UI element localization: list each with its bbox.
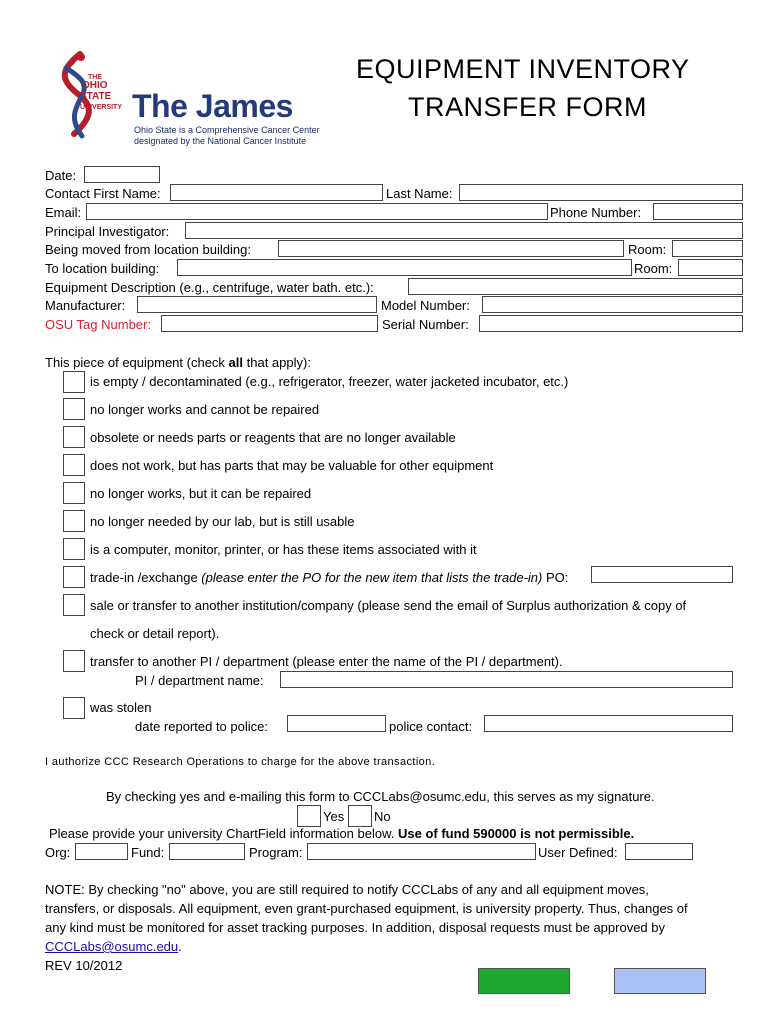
checklist-item-sale-line-1: sale or transfer to another institution/company (please send the email of Surplus authorization & copy of (90, 598, 687, 613)
checkbox-transfer-pi[interactable] (63, 650, 85, 672)
checkbox-cannot-be-repaired[interactable] (63, 398, 85, 420)
date-label: Date: (45, 168, 77, 183)
model-number-field[interactable] (482, 296, 743, 313)
checklist-item-empty: is empty / decontaminated (e.g., refrigerator, freezer, water jacketed incubator, etc.) (90, 374, 569, 389)
last-name-field[interactable] (459, 184, 743, 201)
trade-in-prefix: trade-in /exchange (90, 570, 202, 585)
checkbox-valuable-parts[interactable] (63, 454, 85, 476)
note-line-3: any kind must be monitored for asset tracking purposes. In addition, disposal requests must be approved by (45, 920, 666, 935)
org-field[interactable] (75, 843, 128, 860)
osu-tag-label: OSU Tag Number: (45, 317, 151, 332)
first-name-label: Contact First Name: (45, 186, 161, 201)
logo-ohio: OHIO (82, 80, 108, 91)
chartfield-prompt-text: Please provide your university ChartField information below. (49, 826, 399, 841)
checklist-item-can-repair: no longer works, but it can be repaired (90, 486, 312, 501)
last-name-label: Last Name: (386, 186, 453, 201)
fund-field[interactable] (169, 843, 245, 860)
checklist-item-sale-line-2: check or detail report). (90, 626, 220, 641)
equipment-description-label: Equipment Description (e.g., centrifuge, water bath. etc.): (45, 280, 374, 295)
note-period: . (178, 939, 182, 954)
checkbox-trade-in[interactable] (63, 566, 85, 588)
green-submit-button[interactable] (478, 968, 570, 994)
model-number-label: Model Number: (381, 298, 470, 313)
pi-department-name-label: PI / department name: (135, 673, 264, 688)
from-room-label: Room: (628, 242, 667, 257)
police-date-label: date reported to police: (135, 719, 268, 734)
from-room-field[interactable] (672, 240, 743, 257)
user-defined-field[interactable] (625, 843, 693, 860)
police-date-field[interactable] (287, 715, 386, 732)
checkbox-can-be-repaired[interactable] (63, 482, 85, 504)
phone-label: Phone Number: (550, 205, 642, 220)
page-title-line-1: EQUIPMENT INVENTORY (356, 54, 690, 84)
checklist-item-cannot-repair: no longer works and cannot be repaired (90, 402, 320, 417)
checkbox-obsolete[interactable] (63, 426, 85, 448)
checklist-item-still-usable: no longer needed by our lab, but is still usable (90, 514, 355, 529)
logo-tagline-2: designated by the National Cancer Institute (134, 136, 307, 146)
checklist-intro (45, 355, 311, 371)
checklist-item-obsolete: obsolete or needs parts or reagents that are no longer available (90, 430, 456, 445)
manufacturer-field[interactable] (137, 296, 377, 313)
email-label: Email: (45, 205, 82, 220)
to-room-label: Room: (634, 261, 673, 276)
revision-text: REV 10/2012 (45, 958, 123, 973)
the-james-logo (52, 50, 320, 150)
to-room-field[interactable] (678, 259, 743, 276)
pi-label: Principal Investigator: (45, 224, 170, 239)
chartfield-prompt-bold: Use of fund 590000 is not permissible. (398, 826, 635, 841)
date-field[interactable] (84, 166, 160, 183)
osu-tag-field[interactable] (161, 315, 378, 332)
note-line-4 (45, 939, 182, 955)
police-contact-field[interactable] (484, 715, 733, 732)
logo-university: UNIVERSITY (80, 104, 123, 111)
signature-text: By checking yes and e-mailing this form to CCCLabs@osumc.edu, this serves as my signature. (106, 789, 655, 804)
pi-department-name-field[interactable] (280, 671, 733, 688)
fund-label: Fund: (131, 845, 165, 860)
ccclabs-email-link[interactable]: CCCLabs@osumc.edu (45, 939, 179, 954)
program-field[interactable] (307, 843, 536, 860)
checklist-item-valuable-parts: does not work, but has parts that may be valuable for other equipment (90, 458, 494, 473)
checklist-item-transfer-pi: transfer to another PI / department (please enter the name of the PI / department). (90, 654, 563, 669)
logo-the: THE (88, 74, 102, 81)
serial-number-label: Serial Number: (382, 317, 469, 332)
logo-state: STATE (80, 91, 112, 102)
serial-number-field[interactable] (479, 315, 743, 332)
phone-field[interactable] (653, 203, 743, 220)
user-defined-label: User Defined: (538, 845, 618, 860)
checklist-item-trade-in (90, 570, 568, 586)
logo-tagline-1: Ohio State is a Comprehensive Cancer Center (134, 125, 320, 135)
checkbox-empty-decontaminated[interactable] (63, 371, 85, 393)
to-building-label: To location building: (45, 261, 160, 276)
no-checkbox[interactable] (348, 805, 372, 827)
email-field[interactable] (86, 203, 548, 220)
note-line-2: transfers, or disposals. All equipment, even grant-purchased equipment, is university property. Thus, changes of (45, 901, 688, 916)
checklist-item-computer: is a computer, monitor, printer, or has these items associated with it (90, 542, 477, 557)
checkbox-stolen[interactable] (63, 697, 85, 719)
checkbox-computer[interactable] (63, 538, 85, 560)
yes-label: Yes (323, 809, 345, 824)
pi-field[interactable] (185, 222, 743, 239)
to-building-field[interactable] (177, 259, 632, 276)
from-building-label: Being moved from location building: (45, 242, 251, 257)
chartfield-prompt (49, 826, 634, 842)
checklist-intro-suffix: that apply): (243, 355, 311, 370)
checklist-intro-bold: all (228, 355, 244, 370)
org-label: Org: (45, 845, 71, 860)
page-title-line-2: TRANSFER FORM (408, 92, 647, 122)
manufacturer-label: Manufacturer: (45, 298, 126, 313)
logo-name: The James (132, 88, 293, 124)
authorize-text: I authorize CCC Research Operations to charge for the above transaction. (45, 756, 436, 768)
checklist-item-stolen: was stolen (90, 700, 152, 715)
checkbox-still-usable[interactable] (63, 510, 85, 532)
checklist-intro-prefix: This piece of equipment (check (45, 355, 229, 370)
first-name-field[interactable] (170, 184, 383, 201)
from-building-field[interactable] (278, 240, 624, 257)
po-field[interactable] (591, 566, 733, 583)
program-label: Program: (249, 845, 303, 860)
blue-print-button[interactable] (614, 968, 706, 994)
no-label: No (374, 809, 391, 824)
checkbox-sale-transfer[interactable] (63, 594, 85, 616)
trade-in-po-label: PO: (542, 570, 569, 585)
note-line-1: NOTE: By checking "no" above, you are still required to notify CCCLabs of any and all equipment moves, (45, 882, 649, 897)
yes-checkbox[interactable] (297, 805, 321, 827)
equipment-description-field[interactable] (408, 278, 743, 295)
trade-in-italic: (please enter the PO for the new item that lists the trade-in) (201, 570, 543, 585)
police-contact-label: police contact: (389, 719, 473, 734)
